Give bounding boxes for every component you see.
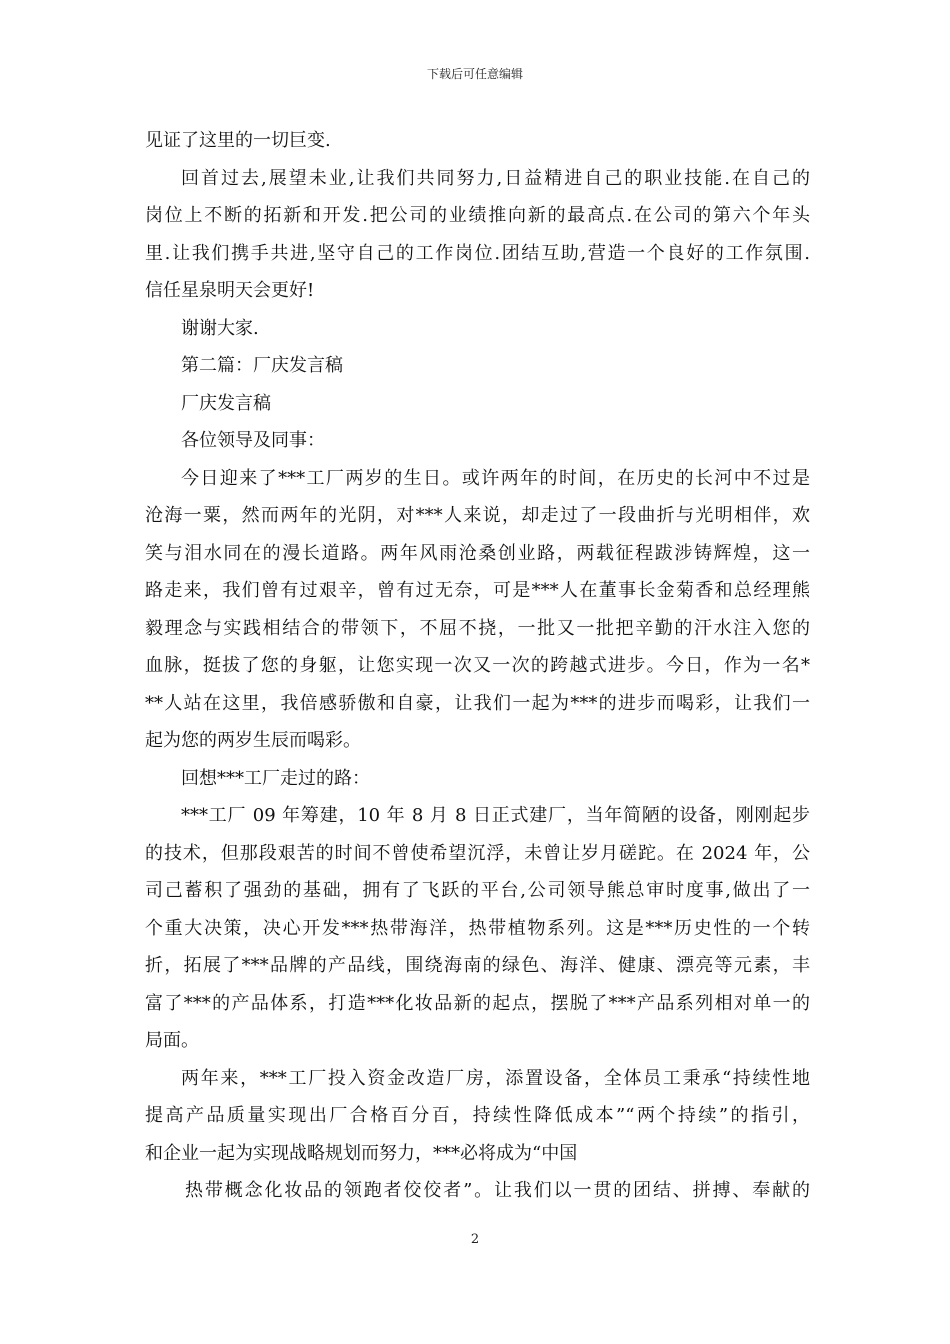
text-line: 信任星泉明天会更好! bbox=[145, 280, 315, 301]
text-line: ***工厂 09 年筹建，10 年 8 月 8 日正式建厂，当年简陋的设备，刚刚起步 bbox=[181, 805, 810, 826]
text-line: 回首过去,展望未业,让我们共同努力,日益精进自己的职业技能.在自己的 bbox=[181, 167, 810, 189]
text-line: 第二篇：厂庆发言稿 bbox=[181, 355, 343, 376]
text-line: 路走来，我们曾有过艰辛，曾有过无奈，可是***人在董事长金菊香和总经理熊 bbox=[145, 580, 810, 601]
text-line: 的技术，但那段艰苦的时间不曾使希望沉浮，未曾让岁月磋跎。在 2024 年，公 bbox=[145, 842, 810, 864]
text-line: 富了***的产品体系，打造***化妆品新的起点，摆脱了***产品系列相对单一的 bbox=[145, 992, 810, 1014]
text-line: 回想***工厂走过的路： bbox=[181, 767, 370, 789]
text-line: 和企业一起为实现战略规划而努力，***必将成为“中国 bbox=[145, 1142, 578, 1164]
text-line: 折，拓展了***品牌的产品线，围绕海南的绿色、海洋、健康、漂亮等元素，丰 bbox=[145, 955, 810, 976]
text-line: 笑与泪水同在的漫长道路。两年风雨沧桑创业路，两载征程跋涉铸辉煌，这一 bbox=[145, 542, 810, 564]
text-line: 起为您的两岁生辰而喝彩。 bbox=[145, 730, 361, 751]
text-line: **人站在这里，我倍感骄傲和自豪，让我们一起为***的进步而喝彩，让我们一 bbox=[145, 692, 810, 714]
text-line: 里.让我们携手共进,坚守自己的工作岗位.团结互助,营造一个良好的工作氛围. bbox=[145, 242, 810, 264]
text-line: 局面。 bbox=[145, 1030, 199, 1051]
text-line: 今日迎来了***工厂两岁的生日。或许两年的时间，在历史的长河中不过是 bbox=[181, 467, 810, 489]
text-line: 个重大决策，决心开发***热带海洋，热带植物系列。这是***历史性的一个转 bbox=[145, 917, 810, 939]
text-line: 提高产品质量实现出厂合格百分百，持续性降低成本”“两个持续”的指引， bbox=[145, 1105, 810, 1126]
text-line: 两年来，***工厂投入资金改造厂房，添置设备，全体员工秉承“持续性地 bbox=[181, 1067, 810, 1089]
page-header: 下载后可任意编辑 bbox=[426, 67, 523, 81]
text-line: 毅理念与实践相结合的带领下，不屈不挠，一批又一批把辛勤的汗水注入您的 bbox=[145, 617, 810, 639]
text-line: 岗位上不断的拓新和开发.把公司的业绩推向新的最高点.在公司的第六个年头 bbox=[145, 205, 810, 226]
text-line: 见证了这里的一切巨变. bbox=[145, 130, 331, 151]
text-line: 各位领导及同事： bbox=[181, 430, 325, 451]
text-line: 热带概念化妆品的领跑者佼佼者”。让我们以一贯的团结、拼搏、奉献的 bbox=[185, 1180, 810, 1201]
page-number: 2 bbox=[470, 1232, 480, 1247]
text-line: 厂庆发言稿 bbox=[181, 392, 271, 414]
text-line: 血脉，挺拔了您的身躯，让您实现一次又一次的跨越式进步。今日，作为一名* bbox=[145, 655, 810, 676]
text-line: 司己蓄积了强劲的基础，拥有了飞跃的平台,公司领导熊总审时度事,做出了一 bbox=[145, 880, 810, 901]
text-line: 谢谢大家. bbox=[181, 317, 259, 339]
text-line: 沧海一粟，然而两年的光阴，对***人来说，却走过了一段曲折与光明相伴，欢 bbox=[145, 505, 810, 526]
document-body bbox=[145, 122, 810, 1210]
